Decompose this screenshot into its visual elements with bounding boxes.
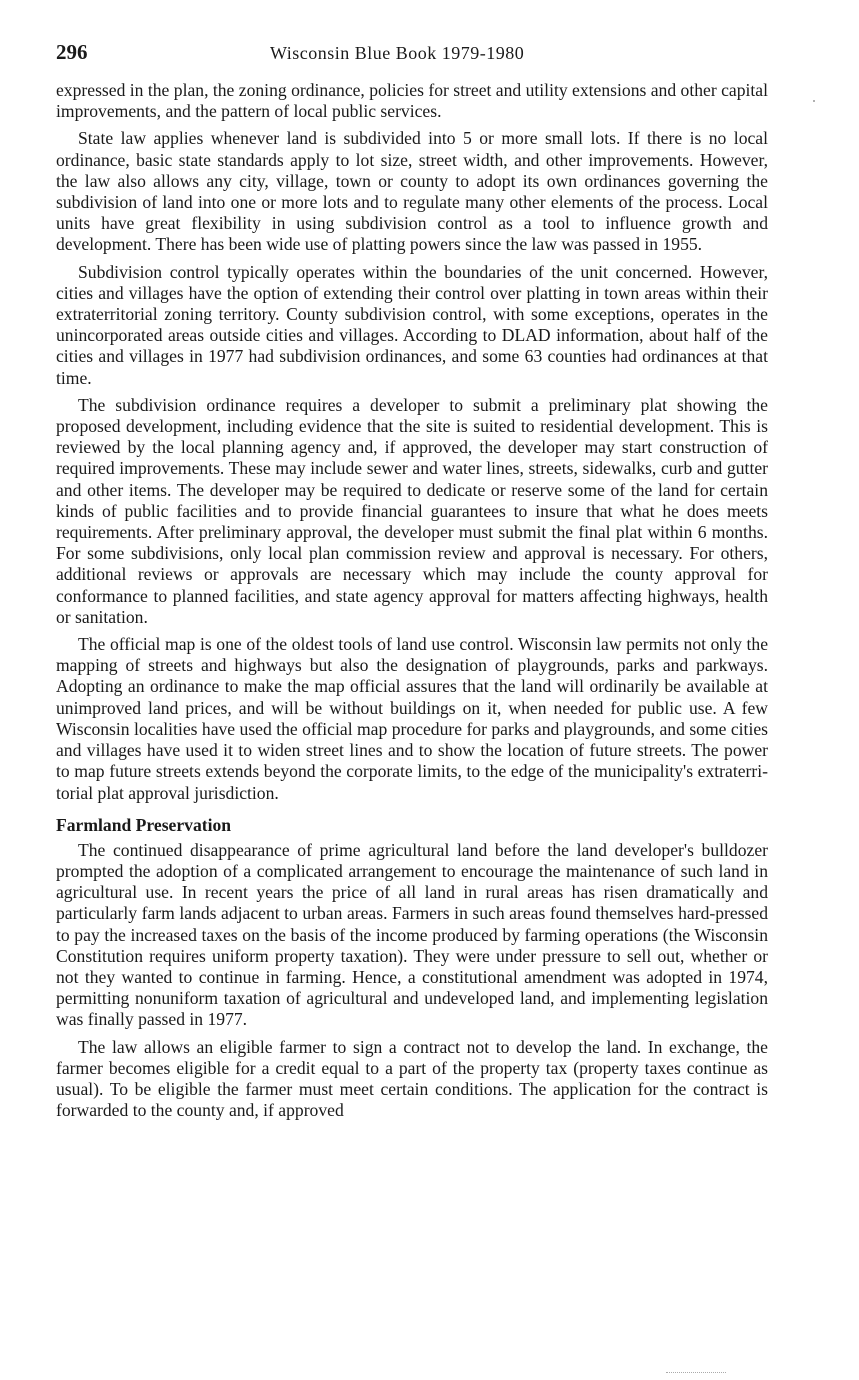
page-header [56,40,768,80]
section-heading: Farmland Preservation [56,814,232,835]
running-title: Wisconsin Blue Book 1979-1980 [270,43,525,63]
print-speck [813,100,815,102]
document-page [56,40,768,1127]
paragraph: The continued disappearance of prime agricultural land before the land developer's bulldozer prompted the adoption of a complicated arrangement to encourage the maintenance of such land in agricultural use. In recent years the price of all land in rural areas has risen dramatically and particularly farm lands adjacent to urban areas. Farmers in such areas found themselves hard-pressed to pay the increased taxes on the basis of the income produced by farming operations (the Wisconsin Constitution requires uniform property taxation). They were under pressure to sell out, whether or not they wanted to continue in farming. Hence, a constitutional amendment was adopted in 1974, permitting nonuniform taxation of agricultural and undeveloped land, and implementing legislation was finally passed in 1977. [56,839,768,1030]
paragraph: expressed in the plan, the zoning ordinance, policies for street and utility extensions and other capital improvements, and the pattern of local public services. [56,80,768,122]
paragraph: The law allows an eligible farmer to sign a contract not to develop the land. In exchange, the farmer becomes eligible for a credit equal to a part of the property tax (property taxes continue as usual). To be eligible the farmer must meet certain conditions. The application for the contract is forwarded to the county and, if approved [56,1036,768,1121]
body-text [56,80,768,1121]
paragraph: State law applies whenever land is subdivided into 5 or more small lots. If there is no local ordinance, basic state standards apply to lot size, street width, and other improvements. However, the law also allows any city, village, town or county to adopt its own ordinances governing the subdivision of land into one or more lots and to regulate many other elements of the process. Local units have great flexibility in using subdivision control as a tool to influence growth and development. There has been wide use of platting powers since the law was passed in 1955. [56,128,768,255]
paragraph: The official map is one of the oldest tools of land use control. Wisconsin law permits not only the mapping of streets and highways but also the designation of playgrounds, parks and parkways. Adopting an ordinance to make the map official assures that the land will ordinarily be available at unimproved land prices, and will be without buildings on it, when needed for public use. A few Wisconsin localities have used the official map procedure for parks and playgrounds, and some cities and villages have used it to widen street lines and to show the location of future streets. The power to map future streets extends beyond the corporate limits, to the edge of the municipality's extraterritorial plat approval jurisdiction. [56,634,768,803]
footer-mark [666,1372,726,1373]
page-number: 296 [56,40,88,64]
paragraph: The subdivision ordinance requires a developer to submit a preliminary plat showing the proposed development, including evidence that the site is suited to residential development. This is reviewed by the local planning agency and, if approved, the developer may start construction of required improvements. These may include sewer and water lines, streets, sidewalks, curb and gutter and other items. The developer may be required to dedicate or reserve some of the land for certain kinds of public facilities and to provide financial guarantees to insure that what he does meets requirements. After preliminary approval, the developer must submit the final plat within 6 months. For some subdivisions, only local plan commission review and approval is necessary. For others, additional reviews or approvals are necessary which may include the county approval for conformance to planned facilities, and state agency approval for matters affecting highways, health or sanitation. [56,394,768,627]
paragraph: Subdivision control typically operates within the boundaries of the unit concerned. However, cities and villages have the option of extending their control over platting in town areas within their extraterritorial zoning territory. County subdivision control, with some exceptions, operates in the unincorporated areas outside cities and villages. According to DLAD information, about half of the cities and villages in 1977 had subdivision ordinances, and some 63 counties had ordinances at that time. [56,261,768,388]
